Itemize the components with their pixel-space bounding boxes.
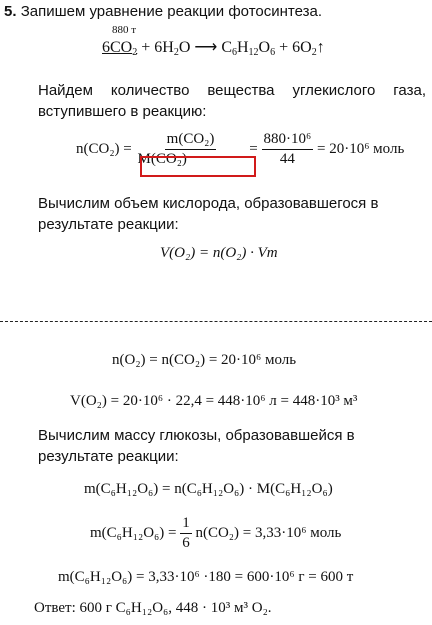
fraction-values [262,131,314,168]
frac-value-numerator: 880·10⁶ [262,131,314,150]
equation-n-o2: n(O₂) = n(CO₂) = 20·10⁶ моль [112,352,297,368]
frac-denominator: M(CO₂) [137,151,187,167]
eq-rhs: = 20·10⁶ моль [316,140,405,157]
mass-annotation: 880 т [112,24,137,36]
product-o2: + $6O_2↑$ [279,39,325,58]
equation-volume-formula: V(O₂) = n(O₂) · Vm [160,245,278,261]
eq-sign: = [249,140,258,157]
problem-number: 5. [4,3,17,20]
highlight-box [140,156,256,177]
equation-n-glucose [90,515,341,552]
equation-mass-glucose: m(C₆H₁₂O₆) = n(C₆H₁₂O₆) · M(C₆H₁₂O₆) [84,481,333,497]
frac-numerator: m(CO₂) [165,131,217,150]
reaction-arrow: ⟶ [194,39,218,56]
paragraph-find-mass: Вычислим массу глюкозы, образовавшейся в результате реакции: [38,427,355,465]
page-divider [0,321,432,322]
eq-glucose-lhs: m(C₆H₁₂O₆) = [90,524,177,541]
product-glucose: $C_6H_{12}O_6$ [221,39,276,58]
frac-one: 1 [180,515,192,534]
photosynthesis-equation [102,37,325,57]
fraction-one-sixth [180,515,192,552]
eq-glucose-rhs: n(CO₂) = 3,33·10⁶ моль [195,524,342,541]
problem-heading-text: Запишем уравнение реакции фотосинтеза. [20,3,322,20]
paragraph-find-amount: Найдем количество вещества углекислого газа, вступившего в реакцию: [38,82,426,120]
reactant-h2o: + $6H_2O$ [141,39,191,58]
eq-lhs: n(CO₂) = [76,140,132,157]
equation-v-o2: V(O₂) = 20·10⁶ · 22,4 = 448·10⁶ л = 448·10³ м³ [70,393,358,409]
paragraph-find-volume: Вычислим объем кислорода, образовавшегося в результате реакции: [38,195,379,233]
reactant-co2: $6CO_2$ [102,39,138,58]
frac-six: 6 [182,535,190,551]
frac-value-denominator: 44 [279,151,295,167]
answer-line: Ответ: 600 г C₆H₁₂O₆, 448 · 10³ м³ O₂. [34,600,272,616]
problem-heading [4,3,322,20]
equation-mass-result: m(C₆H₁₂O₆) = 3,33·10⁶ ·180 = 600·10⁶ г = 600 т [58,569,354,585]
